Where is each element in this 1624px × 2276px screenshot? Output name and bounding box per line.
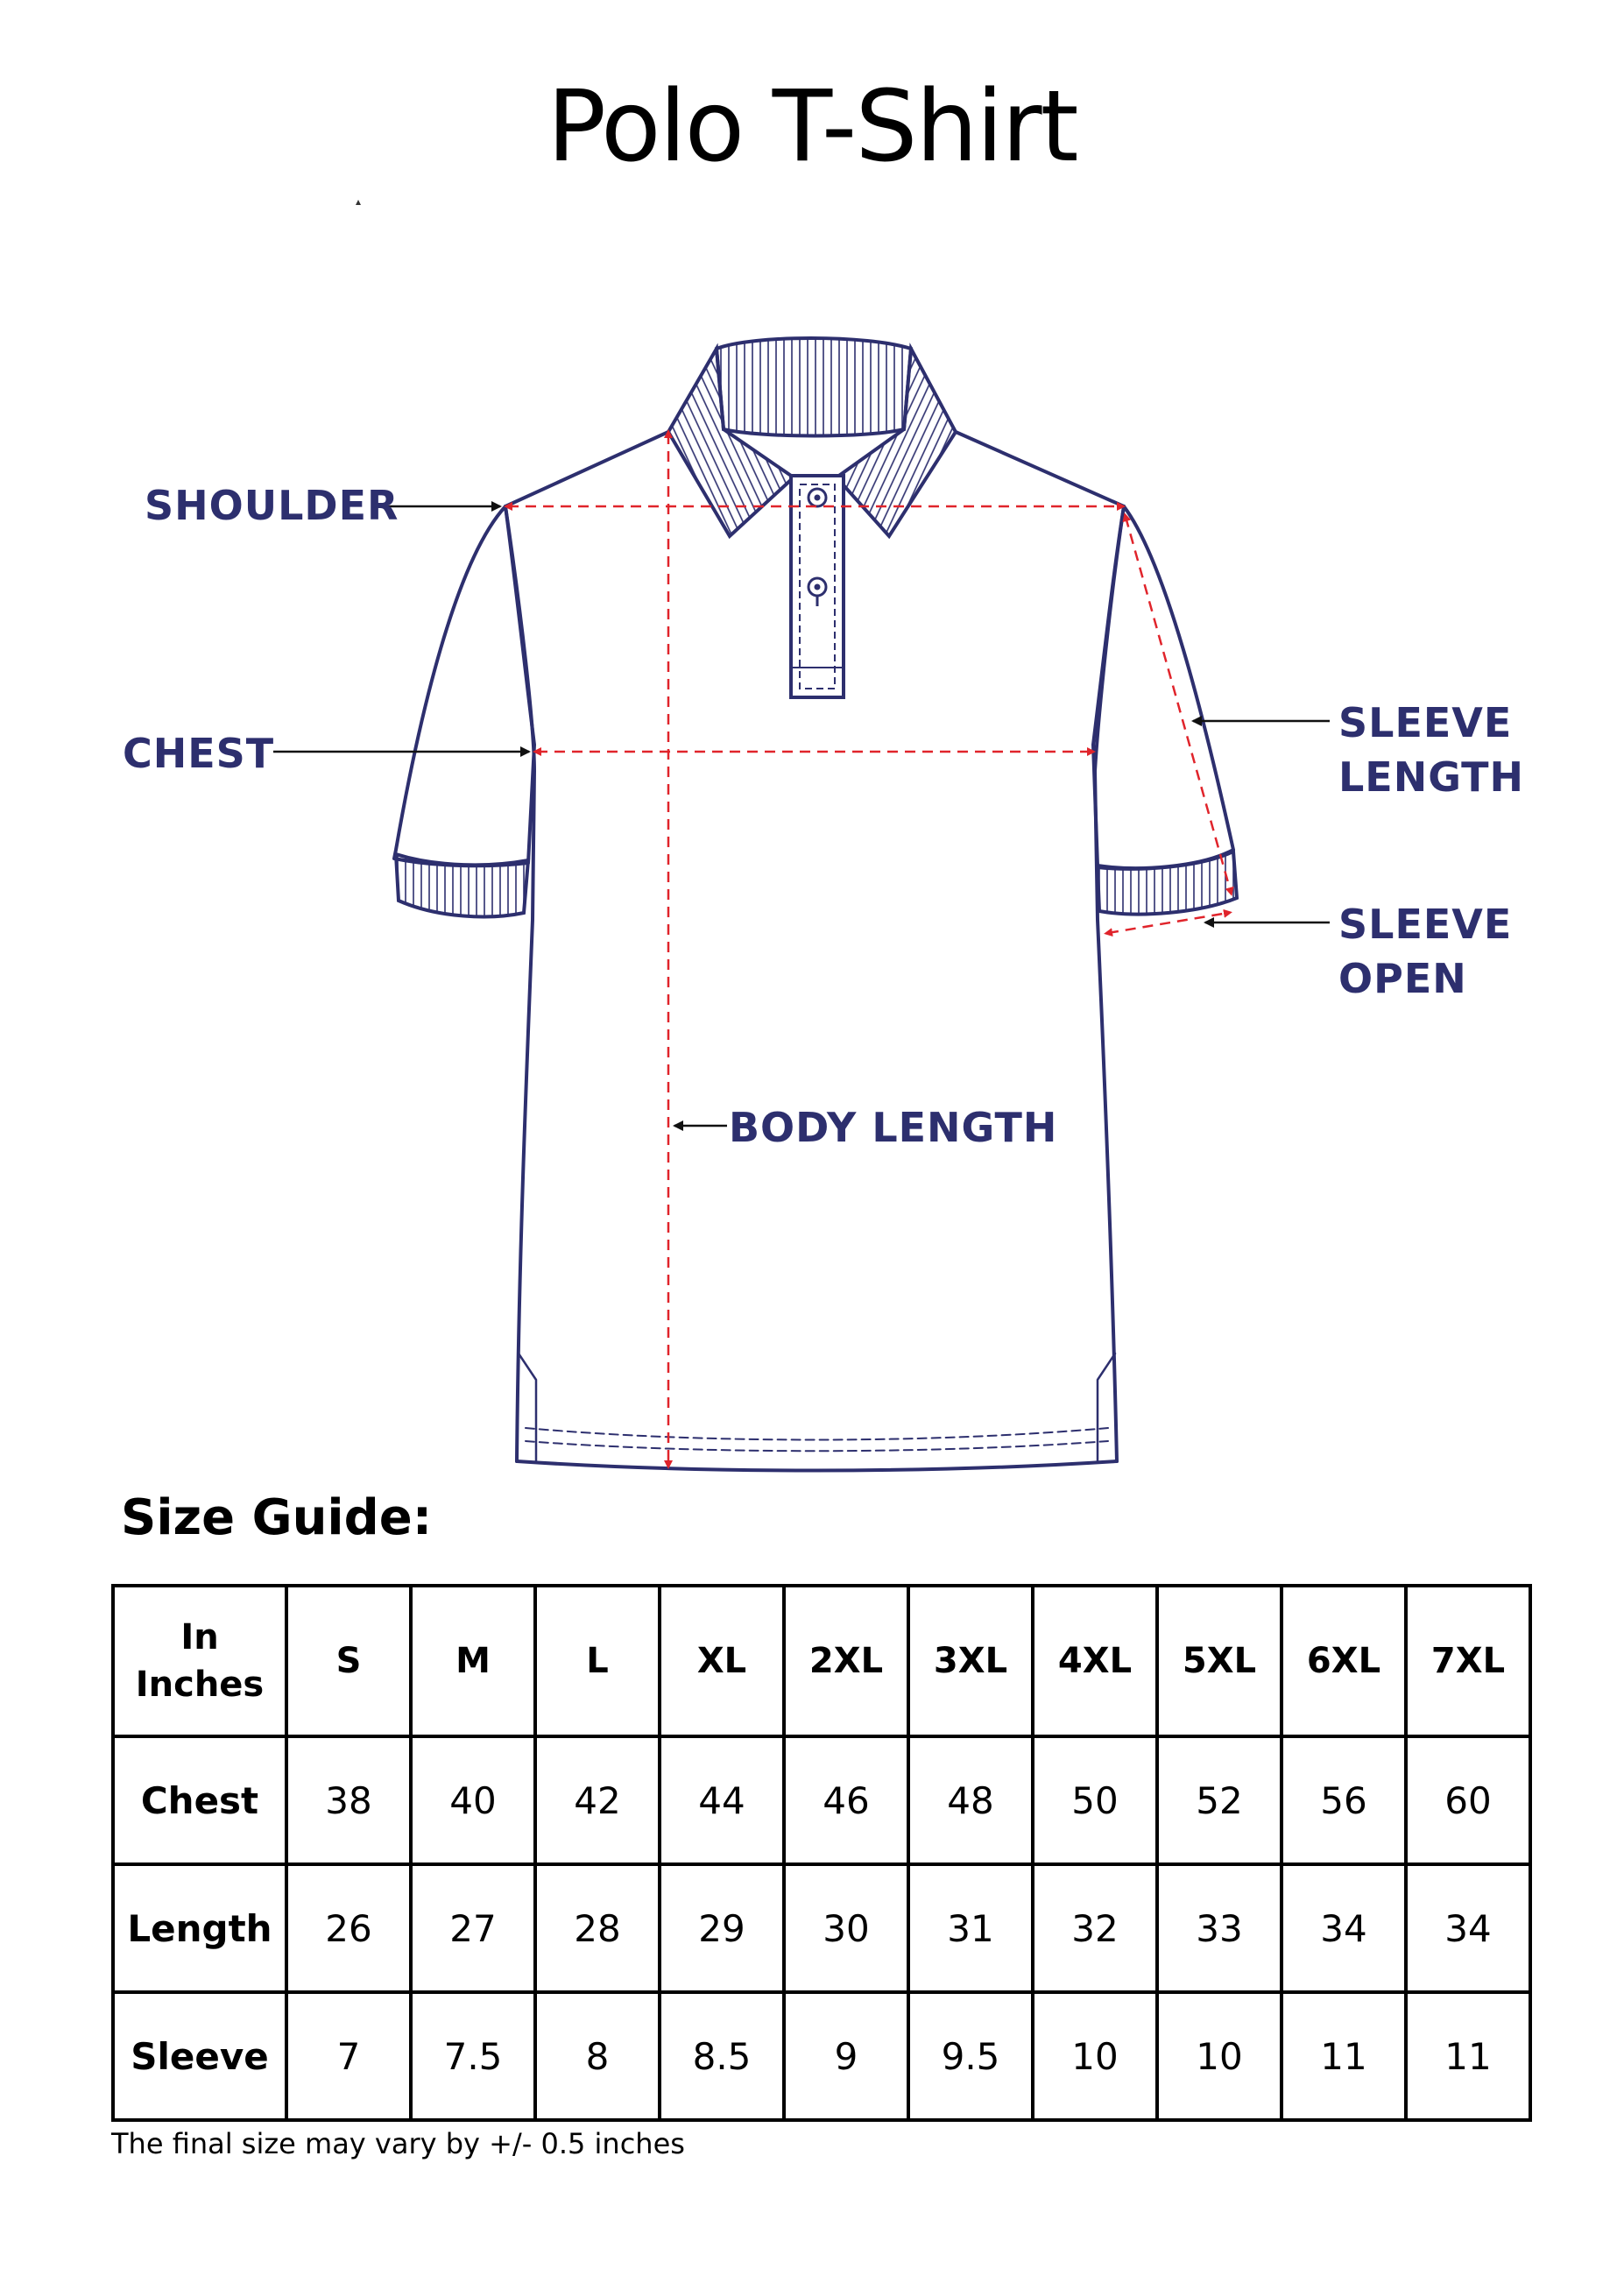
- shoulder-label: SHOULDER: [145, 482, 399, 529]
- units-corner-line2: Inches: [135, 1665, 265, 1705]
- size-header-s: S: [286, 1586, 411, 1736]
- placket: [791, 476, 844, 697]
- size-table: [111, 1584, 1532, 2122]
- chest-label: CHEST: [123, 730, 275, 777]
- units-corner-line1: In: [180, 1617, 219, 1658]
- chest-value-2xl: 46: [784, 1736, 908, 1864]
- sleeve-value-m: 7.5: [411, 1992, 535, 2120]
- right-sleeve: [1093, 506, 1233, 868]
- size-header-3xl: 3XL: [908, 1586, 1033, 1736]
- length-value-6xl: 34: [1282, 1864, 1406, 1992]
- size-header-2xl: 2XL: [784, 1586, 908, 1736]
- body-length-label: BODY LENGTH: [729, 1104, 1058, 1151]
- sleeve-value-4xl: 10: [1033, 1992, 1157, 2120]
- chest-value-l: 42: [535, 1736, 660, 1864]
- body-right-side: [1095, 506, 1124, 1461]
- length-value-l: 28: [535, 1864, 660, 1992]
- length-value-3xl: 31: [908, 1864, 1033, 1992]
- length-value-4xl: 32: [1033, 1864, 1157, 1992]
- sleeve-value-7xl: 11: [1406, 1992, 1530, 2120]
- length-value-5xl: 33: [1157, 1864, 1282, 1992]
- length-row: [113, 1864, 1530, 1992]
- sleeve-value-2xl: 9: [784, 1992, 908, 2120]
- chest-value-3xl: 48: [908, 1736, 1033, 1864]
- chest-value-m: 40: [411, 1736, 535, 1864]
- chest-value-5xl: 52: [1157, 1736, 1282, 1864]
- sleeve-open-label-line1: SLEEVE: [1338, 901, 1513, 948]
- sleeve-row-label: Sleeve: [113, 1992, 286, 2120]
- length-row-label: Length: [113, 1864, 286, 1992]
- collar-back: [717, 338, 911, 436]
- length-value-2xl: 30: [784, 1864, 908, 1992]
- sleeve-value-5xl: 10: [1157, 1992, 1282, 2120]
- length-value-7xl: 34: [1406, 1864, 1530, 1992]
- size-header-7xl: 7XL: [1406, 1586, 1530, 1736]
- sleeve-open-label-line2: OPEN: [1338, 955, 1467, 1002]
- length-value-m: 27: [411, 1864, 535, 1992]
- sleeve-value-6xl: 11: [1282, 1992, 1406, 2120]
- size-header-xl: XL: [660, 1586, 784, 1736]
- sleeve-open-label: [1338, 897, 1512, 1006]
- stray-mark: [356, 200, 361, 205]
- chest-value-7xl: 60: [1406, 1736, 1530, 1864]
- size-header-6xl: 6XL: [1282, 1586, 1406, 1736]
- size-header-l: L: [535, 1586, 660, 1736]
- length-value-s: 26: [286, 1864, 411, 1992]
- size-header-m: M: [411, 1586, 535, 1736]
- sleeve-value-3xl: 9.5: [908, 1992, 1033, 2120]
- left-shoulder-seam: [505, 432, 668, 506]
- sleeve-row: [113, 1992, 1530, 2120]
- hem: [517, 1461, 1117, 1471]
- sleeve-value-xl: 8.5: [660, 1992, 784, 2120]
- sleeve-length-label: [1338, 696, 1524, 804]
- chest-value-4xl: 50: [1033, 1736, 1157, 1864]
- chest-value-xl: 44: [660, 1736, 784, 1864]
- sleeve-value-s: 7: [286, 1992, 411, 2120]
- page-title: Polo T-Shirt: [547, 70, 1077, 184]
- chest-row-label: Chest: [113, 1736, 286, 1864]
- right-shoulder-seam: [956, 432, 1124, 506]
- hem-stitch: [526, 1428, 1108, 1440]
- sleeve-length-label-line2: LENGTH: [1338, 753, 1525, 801]
- chest-value-6xl: 56: [1282, 1736, 1406, 1864]
- right-cuff: [1098, 852, 1237, 915]
- units-corner-cell: [113, 1586, 286, 1736]
- size-guide-heading: Size Guide:: [121, 1489, 433, 1546]
- left-cuff: [396, 854, 528, 916]
- size-header-row: [113, 1586, 1530, 1736]
- length-value-xl: 29: [660, 1864, 784, 1992]
- sleeve-value-l: 8: [535, 1992, 660, 2120]
- chest-value-s: 38: [286, 1736, 411, 1864]
- chest-row: [113, 1736, 1530, 1864]
- size-header-4xl: 4XL: [1033, 1586, 1157, 1736]
- body-left-side: [505, 506, 534, 1461]
- sleeve-length-label-line1: SLEEVE: [1338, 699, 1513, 746]
- size-variance-note: The final size may vary by +/- 0.5 inches: [111, 2127, 685, 2160]
- size-header-5xl: 5XL: [1157, 1586, 1282, 1736]
- sleeve-length-measure-line: [1126, 517, 1231, 892]
